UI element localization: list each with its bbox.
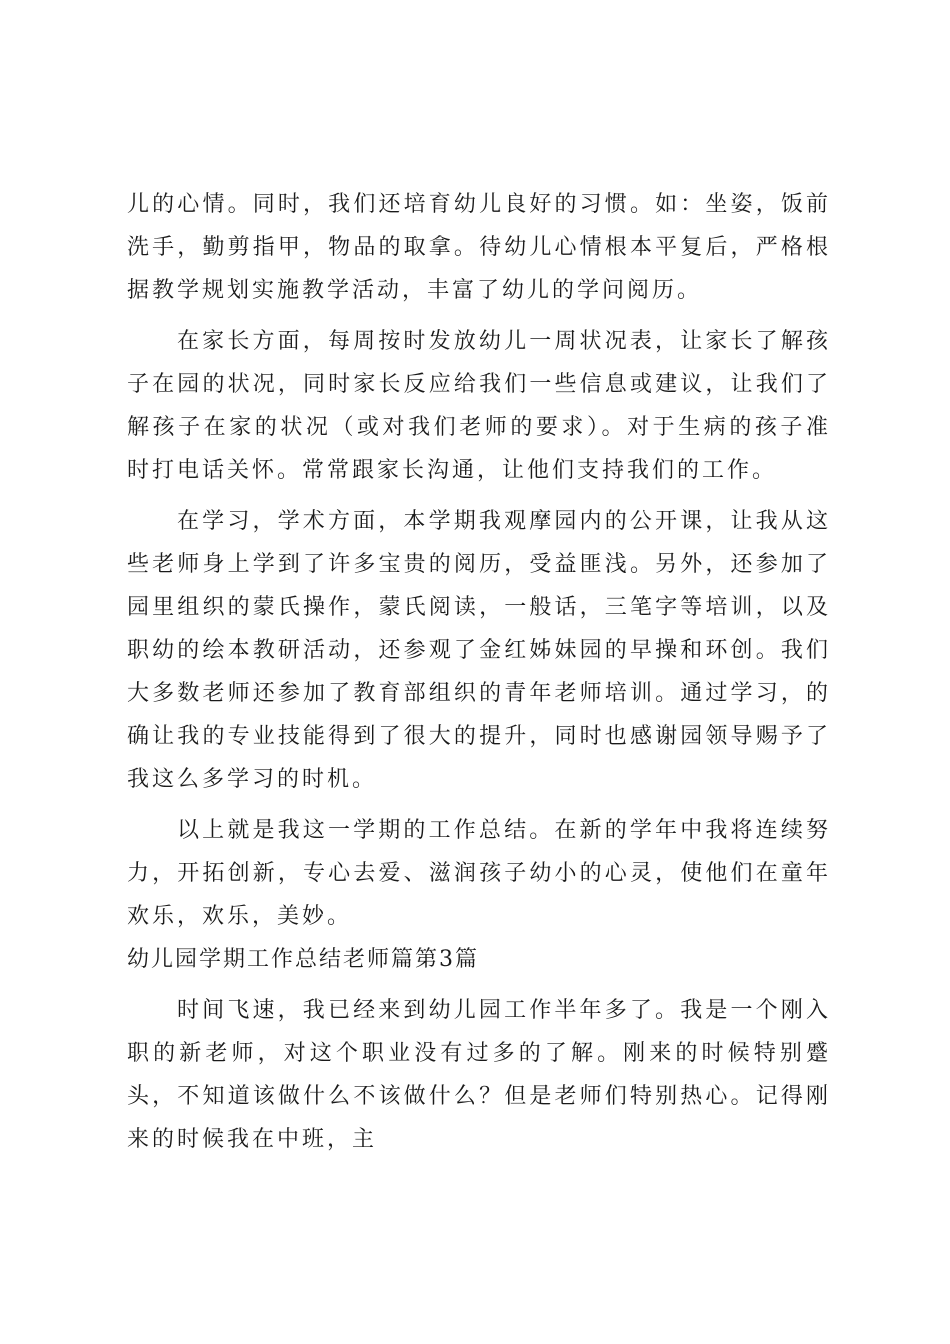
document-page: [127, 183, 831, 1161]
paragraph-gap: [127, 492, 831, 500]
section-heading: 幼儿园学期工作总结老师篇第3篇: [127, 947, 479, 972]
paragraph-3: 在学习，学术方面，本学期我观摩园内的公开课，让我从这些老师身上学到了许多宝贵的阅历，受益匪浅。另外，还参加了园里组织的蒙氏操作，蒙氏阅读，一般话，三笔字等培训，以及职幼的绘本教研活动，还参观了金红姊妹园的早操和环创。我们大多数老师还参加了教育部组织的青年老师培训。通过学习，的确让我的专业技能得到了很大的提升，同时也感谢园领导赐予了我这么多学习的时机。: [127, 509, 831, 792]
paragraph-4: 以上就是我这一学期的工作总结。在新的学年中我将连续努力，开拓创新，专心去爱、滋润孩子幼小的心灵，使他们在童年欢乐，欢乐，美妙。: [127, 818, 831, 929]
paragraph-gap: [127, 801, 831, 809]
paragraph-5: 时间飞速，我已经来到幼儿园工作半年多了。我是一个刚入职的新老师，对这个职业没有过多的了解。刚来的时候特别蹙头，不知道该做什么不该做什么？但是老师们特别热心。记得刚来的时候我在中班，主: [127, 998, 831, 1152]
paragraph-2: 在家长方面，每周按时发放幼儿一周状况表，让家长了解孩子在园的状况，同时家长反应给我们一些信息或建议，让我们了解孩子在家的状况（或对我们老师的要求）。对于生病的孩子准时打电话关怀。常常跟家长沟通，让他们支持我们的工作。: [127, 329, 831, 483]
paragraph-gap: [127, 312, 831, 320]
paragraph-gap: [127, 981, 831, 989]
paragraph-1: 儿的心情。同时，我们还培育幼儿良好的习惯。如：坐姿，饭前洗手，勤剪指甲，物品的取拿。待幼儿心情根本平复后，严格根据教学规划实施教学活动，丰富了幼儿的学问阅历。: [127, 192, 831, 303]
